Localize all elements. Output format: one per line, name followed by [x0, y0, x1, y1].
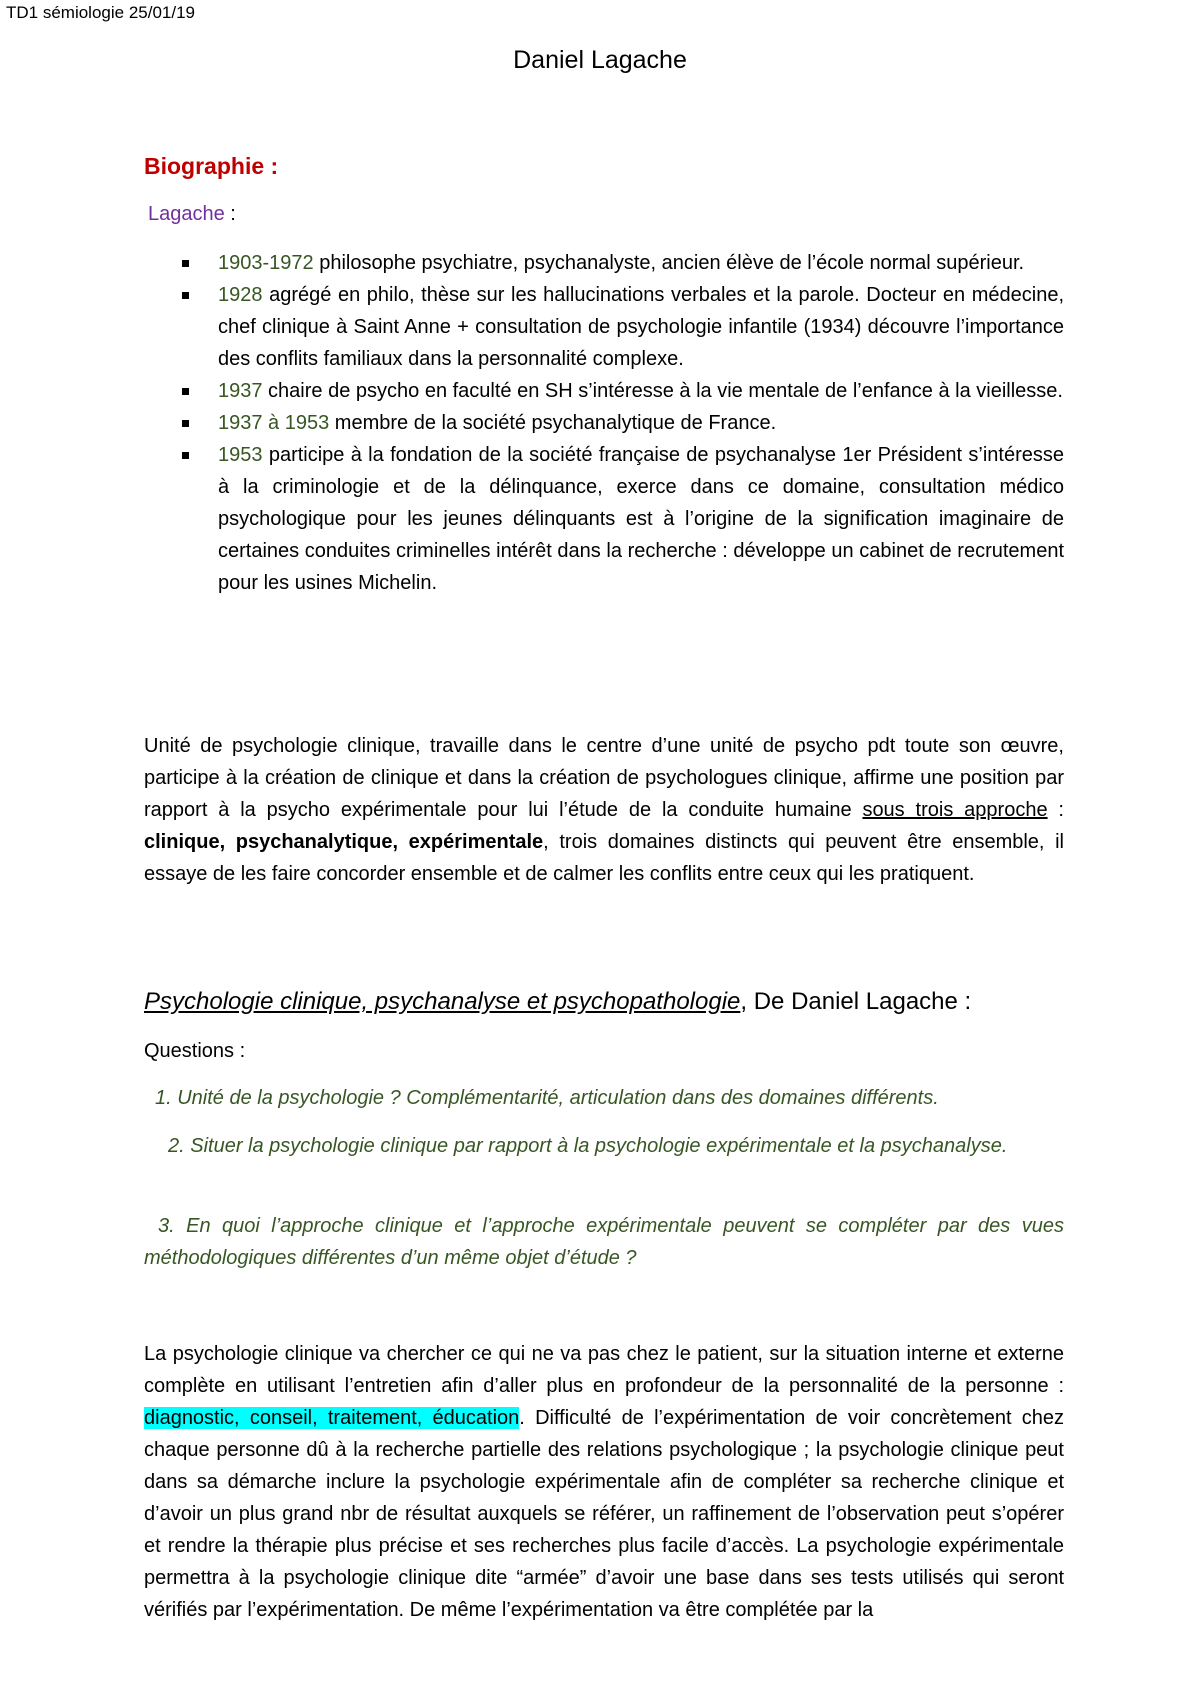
- question-item: 2. Situer la psychologie clinique par rapport à la psychologie expérimentale et la psychanalyse.: [168, 1135, 1008, 1157]
- questions-label: Questions :: [144, 1040, 246, 1062]
- biography-subject: [148, 203, 236, 226]
- bio-text: chaire de psycho en faculté en SH s’intéresse à la vie mentale de l’enfance à la vieillesse.: [262, 380, 1063, 402]
- list-item: [144, 279, 1064, 375]
- bio-text: participe à la fondation de la société française de psychanalyse 1er Président s’intéresse à la criminologie et de la délinquance, exerce dans ce domaine, consultation médico psychologique pour les jeunes délinquants est à l’origine de la signification imaginaire de certaines conduites criminelles intérêt dans la recherche : développe un cabinet de recrutement pour les usines Michelin.: [218, 444, 1064, 594]
- list-item: [144, 375, 1064, 407]
- book-title-suffix: , De Daniel Lagache :: [740, 988, 972, 1015]
- bullet-icon: [182, 420, 189, 427]
- book-title-text: Psychologie clinique, psychanalyse et psychopathologie: [144, 988, 741, 1015]
- clinique-text-2: . Difficulté de l’expérimentation de voir concrètement chez chaque personne dû à la recherche partielle des relations psychologique ; la psychologie clinique peut dans sa démarche inclure la psychologie expérimentale afin de compléter sa recherche clinique et d’avoir un plus grand nbr de résultat auxquels se référer, un raffinement de l’observation peut s’opérer et rendre la thérapie plus précise et ses recherches plus facile d’accès. La psychologie expérimentale permettra à la psychologie clinique dite “armée” d’avoir une base dans ses tests utilisés qui seront vérifiés par l’expérimentation. De même l’expérimentation va être complétée par la: [144, 1407, 1064, 1621]
- clinique-highlight: diagnostic, conseil, traitement, éducation: [144, 1407, 520, 1429]
- unite-text-3: , trois domaines distincts qui peuvent être ensemble, il essaye de les faire concorder ensemble et de calmer les conflits entre ceux qui les pratiquent.: [144, 831, 1064, 885]
- unite-text-2: :: [1047, 799, 1064, 821]
- bio-text: philosophe psychiatre, psychanalyste, ancien élève de l’école normal supérieur.: [313, 252, 1025, 274]
- header-label: TD1 sémiologie 25/01/19: [6, 3, 196, 22]
- list-item: [144, 247, 1064, 279]
- bullet-icon: [182, 388, 189, 395]
- biography-heading: Biographie :: [144, 153, 279, 179]
- question-item: 3. En quoi l’approche clinique et l’approche expérimentale peuvent se compléter par des vues méthodologiques différentes d’un même objet d’étude ?: [144, 1215, 1064, 1269]
- subject-name: Lagache: [148, 203, 225, 225]
- bio-year: 1937 à 1953: [218, 412, 330, 434]
- list-item: [144, 407, 1064, 439]
- clinique-paragraph: [144, 1338, 1064, 1626]
- bio-year: 1937: [218, 380, 263, 402]
- subject-suffix: :: [224, 203, 236, 225]
- bullet-icon: [182, 452, 189, 459]
- bullet-icon: [182, 292, 189, 299]
- clinique-text-1: La psychologie clinique va chercher ce qui ne va pas chez le patient, sur la situation interne et externe complète en utilisant l’entretien afin d’aller plus en profondeur de la personnalité de la personne :: [144, 1343, 1064, 1397]
- biography-list: [144, 247, 1064, 599]
- unite-underlined: sous trois approche: [862, 799, 1048, 821]
- bio-year: 1928: [218, 284, 263, 306]
- bio-text: membre de la société psychanalytique de France.: [329, 412, 777, 434]
- unite-paragraph: [144, 730, 1064, 890]
- bio-year: 1903-1972: [218, 252, 314, 274]
- unite-bold: clinique, psychanalytique, expérimentale: [144, 831, 544, 853]
- bullet-icon: [182, 260, 189, 267]
- bio-year: 1953: [218, 444, 263, 466]
- bio-text: agrégé en philo, thèse sur les hallucinations verbales et la parole. Docteur en médecine, chef clinique à Saint Anne + consultation de psychologie infantile (1934) découvre l’importance des conflits familiaux dans la personnalité complexe.: [218, 284, 1064, 370]
- page-title: Daniel Lagache: [513, 46, 687, 74]
- question-item: 1. Unité de la psychologie ? Complémentarité, articulation dans des domaines différents.: [155, 1087, 939, 1109]
- list-item: [144, 439, 1064, 599]
- unite-text-1: Unité de psychologie clinique, travaille dans le centre d’une unité de psycho pdt toute son œuvre, participe à la création de clinique et dans la création de psychologues clinique, affirme une position par rapport à la psycho expérimentale pour lui l’étude de la conduite humaine: [144, 735, 1064, 821]
- book-title: [144, 988, 971, 1016]
